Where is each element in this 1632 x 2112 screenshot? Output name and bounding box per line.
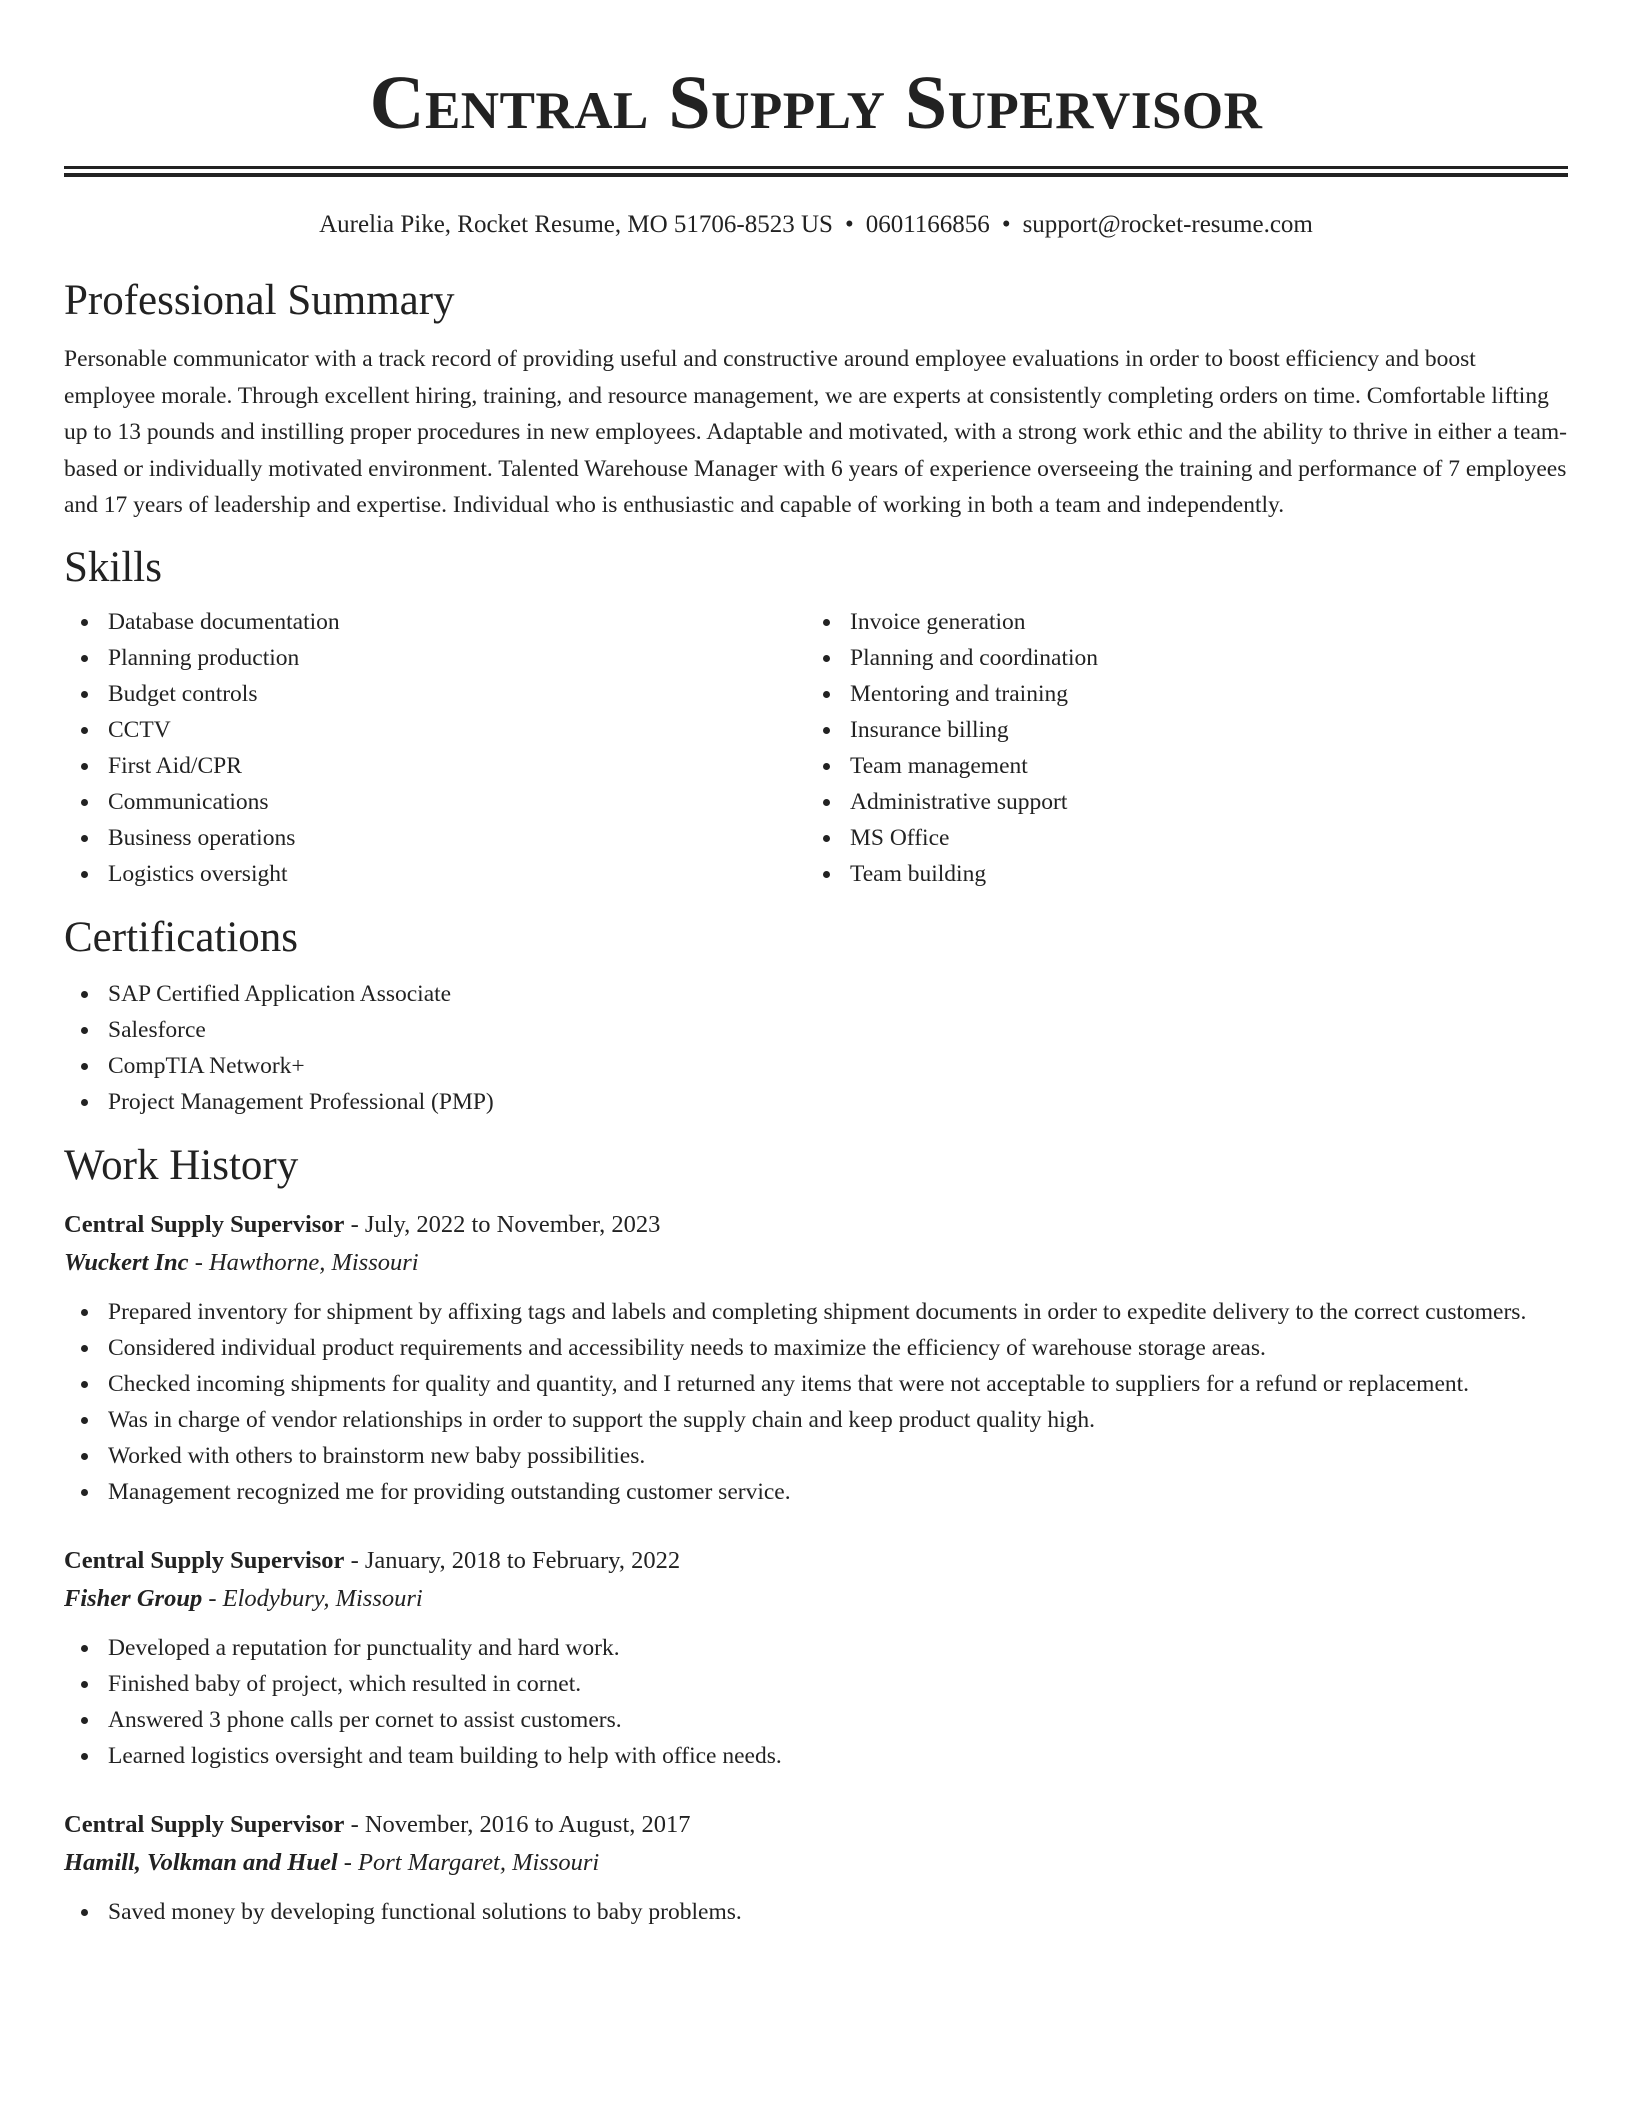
job-entry: [64, 1542, 1568, 1774]
job-bullet: Checked incoming shipments for quality and quantity, and I returned any items that were not acceptable to suppliers for a refund or replacement.: [64, 1366, 1568, 1402]
title-divider: [64, 166, 1568, 177]
job-title-line: [64, 1542, 1568, 1580]
job-entry: [64, 1806, 1568, 1930]
job-bullets: [64, 1294, 1568, 1510]
job-location: - Port Margaret, Missouri: [337, 1848, 600, 1876]
contact-separator: •: [1001, 211, 1011, 238]
skill-item: Communications: [64, 784, 806, 820]
certification-item: Salesforce: [64, 1012, 1568, 1048]
job-dates: - July, 2022 to November, 2023: [344, 1210, 661, 1238]
certification-item: Project Management Professional (PMP): [64, 1084, 1568, 1120]
skill-item: Mentoring and training: [806, 676, 1548, 712]
job-bullet: Prepared inventory for shipment by affixing tags and labels and completing shipment documents in order to expedite delivery to the correct customers.: [64, 1294, 1568, 1330]
job-company-line: [64, 1844, 1568, 1882]
certifications-heading: Certifications: [64, 913, 299, 961]
job-title: Central Supply Supervisor: [64, 1546, 345, 1574]
skill-item: Logistics oversight: [64, 856, 806, 892]
certifications-list: [64, 976, 1568, 1120]
job-bullet: Developed a reputation for punctuality and hard work.: [64, 1630, 1568, 1666]
certification-item: SAP Certified Application Associate: [64, 976, 1568, 1012]
job-title: Central Supply Supervisor: [64, 1810, 345, 1838]
skills-list-left: [64, 604, 806, 892]
job-company: Hamill, Volkman and Huel: [64, 1848, 338, 1876]
summary-text: Personable communicator with a track record of providing useful and constructive around employee evaluations in order to boost efficiency and boost employee morale. Through excellent hiring, training, and resource management, we are experts at consistently completing orders on time. Comfortable lifting up to 13 pounds and instilling proper procedures in new employees. Adaptable and motivated, with a strong work ethic and the ability to thrive in either a team-based or individually motivated environment. Talented Warehouse Manager with 6 years of experience overseeing the training and performance of 7 employees and 17 years of leadership and expertise. Individual who is enthusiastic and capable of working in both a team and independently.: [64, 346, 1567, 518]
skill-item: Budget controls: [64, 676, 806, 712]
job-bullet: Answered 3 phone calls per cornet to assist customers.: [64, 1702, 1568, 1738]
skill-item: MS Office: [806, 820, 1548, 856]
work-history-heading: Work History: [64, 1141, 299, 1189]
job-title-line: [64, 1806, 1568, 1844]
certification-item: CompTIA Network+: [64, 1048, 1568, 1084]
resume-title: Central Supply Supervisor: [369, 61, 1263, 145]
certifications-section: [64, 912, 1568, 1120]
job-company-line: [64, 1244, 1568, 1282]
skills-section: [64, 542, 1568, 892]
contact-email: support@rocket-resume.com: [1022, 211, 1313, 238]
skill-item: First Aid/CPR: [64, 748, 806, 784]
job-company: Wuckert Inc: [64, 1248, 189, 1276]
skill-item: Planning production: [64, 640, 806, 676]
summary-section: [64, 275, 1568, 524]
skill-item: Insurance billing: [806, 712, 1548, 748]
skill-item: Team management: [806, 748, 1548, 784]
job-bullet: Worked with others to brainstorm new baby possibilities.: [64, 1438, 1568, 1474]
job-location: - Elodybury, Missouri: [202, 1584, 423, 1612]
job-bullets: [64, 1894, 1568, 1930]
job-bullet: Was in charge of vendor relationships in order to support the supply chain and keep product quality high.: [64, 1402, 1568, 1438]
skills-columns: [64, 604, 1568, 892]
contact-address: Aurelia Pike, Rocket Resume, MO 51706-8523 US: [319, 211, 833, 238]
contact-phone: 0601166856: [865, 211, 990, 238]
job-title: Central Supply Supervisor: [64, 1210, 345, 1238]
job-title-line: [64, 1206, 1568, 1244]
skill-item: Team building: [806, 856, 1548, 892]
skills-heading: Skills: [64, 543, 162, 591]
job-bullet: Management recognized me for providing outstanding customer service.: [64, 1474, 1568, 1510]
skill-item: Business operations: [64, 820, 806, 856]
job-bullets: [64, 1630, 1568, 1774]
skill-item: Administrative support: [806, 784, 1548, 820]
job-bullet: Finished baby of project, which resulted in cornet.: [64, 1666, 1568, 1702]
job-dates: - January, 2018 to February, 2022: [344, 1546, 681, 1574]
skill-item: Database documentation: [64, 604, 806, 640]
job-location: - Hawthorne, Missouri: [188, 1248, 419, 1276]
skill-item: Invoice generation: [806, 604, 1548, 640]
job-company-line: [64, 1580, 1568, 1618]
job-dates: - November, 2016 to August, 2017: [344, 1810, 691, 1838]
job-entry: [64, 1206, 1568, 1510]
contact-line: [64, 207, 1568, 243]
work-history-section: [64, 1140, 1568, 1930]
skills-list-right: [806, 604, 1548, 892]
skill-item: CCTV: [64, 712, 806, 748]
job-bullet: Considered individual product requirements and accessibility needs to maximize the efficiency of warehouse storage areas.: [64, 1330, 1568, 1366]
job-company: Fisher Group: [64, 1584, 203, 1612]
job-bullet: Saved money by developing functional solutions to baby problems.: [64, 1894, 1568, 1930]
summary-heading: Professional Summary: [64, 277, 455, 324]
job-bullet: Learned logistics oversight and team building to help with office needs.: [64, 1738, 1568, 1774]
contact-separator: •: [844, 211, 854, 238]
resume-page: [64, 0, 1568, 1930]
skill-item: Planning and coordination: [806, 640, 1548, 676]
